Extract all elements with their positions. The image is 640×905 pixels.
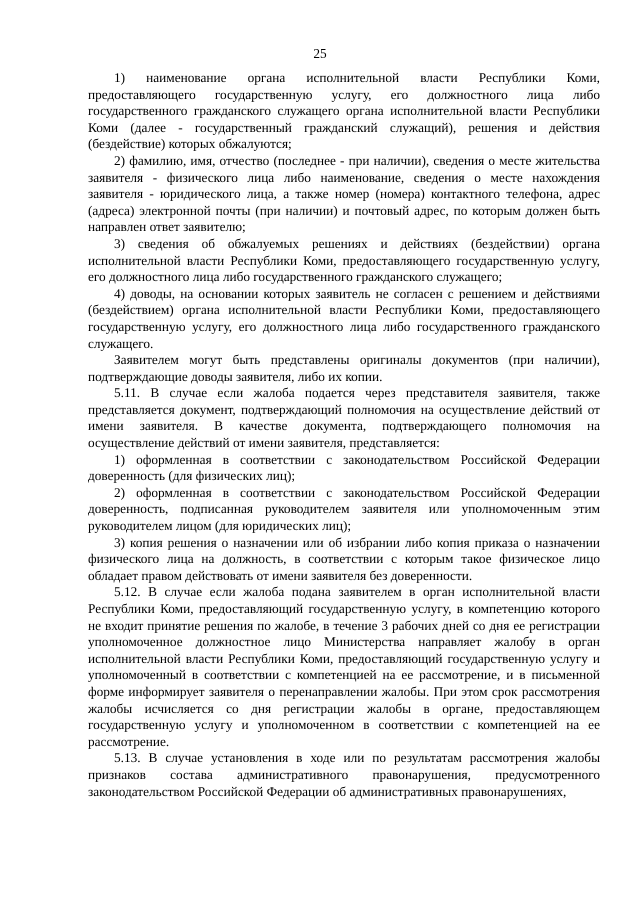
- paragraph-item-3-appealed-decisions: 3) сведения об обжалуемых решениях и действиях (бездействии) органа исполнительной власти Республики Коми, предоставляющего государственную услугу, его должностного лица либо государственного гражданского служащего;: [88, 235, 600, 285]
- paragraph-appointment-copy: 3) копия решения о назначении или об избрании либо копия приказа о назначении физического лица на должность, в соответствии с которым такое физическое лицо обладает правом действовать от имени заявителя без доверенности.: [88, 534, 600, 583]
- paragraph-5-12-redirection: 5.12. В случае если жалоба подана заявителем в орган исполнительной власти Республики Коми, предоставляющий государственную услугу, в компетенцию которого не входит принятие решения по жалобе, в течение 3 рабочих дней со дня ее регистрации уполномоченное должностное лицо Министерства направляет жалобу в орган исполнительной власти Республики Коми, предоставляющий государственную услугу и уполномоченный в соответствии с компетенцией на ее рассмотрение, и в письменной форме информирует заявителя о перенаправлении жалобы. При этом срок рассмотрения жалобы исчисляется со дня регистрации жалобы в органе, предоставляющем государственную услугу и уполномоченном в соответствии с компетенцией на ее рассмотрение.: [88, 584, 600, 749]
- paragraph-power-of-attorney-individuals: 1) оформленная в соответствии с законодательством Российской Федерации доверенность (для физических лиц);: [88, 451, 600, 484]
- paragraph-item-4-arguments: 4) доводы, на основании которых заявитель не согласен с решением и действиями (бездействием) органа исполнительной власти Республики Коми, предоставляющего государственную услугу, его должностного лица либо государственного гражданского служащего.: [88, 285, 600, 351]
- document-body: [88, 70, 600, 800]
- paragraph-item-2-applicant-info: 2) фамилию, имя, отчество (последнее - при наличии), сведения о месте жительства заявителя - физического лица либо наименование, сведения о месте нахождения заявителя - юридического лица, а также номер (номера) контактного телефона, адрес (адреса) электронной почты (при наличии) и почтовый адрес, по которым должен быть направлен ответ заявителю;: [88, 152, 600, 235]
- paragraph-item-1-name-of-body: 1) наименование органа исполнительной власти Республики Коми, предоставляющего государственную услугу, его должностного лица либо государственного гражданского служащего органа исполнительной власти Республики Коми (далее - государственный гражданский служащий), решения и действия (бездействие) которых обжалуются;: [88, 70, 600, 152]
- paragraph-5-13-violation: 5.13. В случае установления в ходе или по результатам рассмотрения жалобы признаков состава административного правонарушения, предусмотренного законодательством Российской Федерации об административных правонарушениях,: [88, 750, 600, 799]
- paragraph-supporting-documents: Заявителем могут быть представлены оригиналы документов (при наличии), подтверждающие доводы заявителя, либо их копии.: [88, 352, 600, 384]
- paragraph-5-11-representative: 5.11. В случае если жалоба подается через представителя заявителя, также представляется документ, подтверждающий полномочия на осуществление действий от имени заявителя. В качестве документа, подтверждающего полномочия на осуществление действий от имени заявителя, представляется:: [88, 385, 600, 451]
- paragraph-power-of-attorney-legal-entities: 2) оформленная в соответствии с законодательством Российской Федерации доверенность, подписанная руководителем заявителя или уполномоченным этим руководителем лицом (для юридических лиц);: [88, 484, 600, 534]
- page-number: 25: [313, 46, 327, 61]
